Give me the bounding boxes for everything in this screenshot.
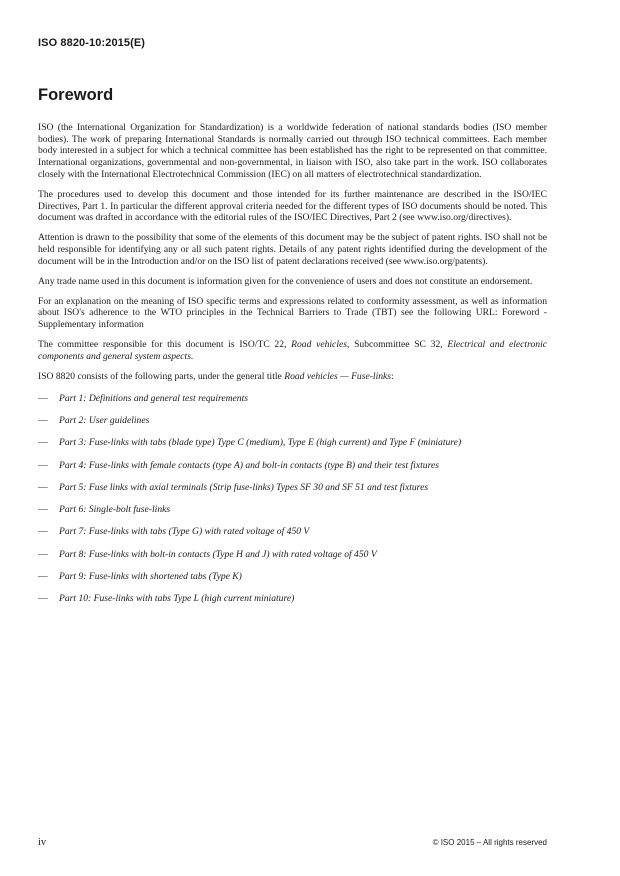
list-dash: — — [38, 415, 48, 427]
page-number: iv — [38, 837, 47, 848]
part-title: Part 5: Fuse links with axial terminals (Strip fuse-links) Types SF 30 and SF 51 and test fixtures — [59, 481, 429, 493]
committee-text-c: , Subcommittee SC 32, — [346, 339, 448, 351]
part-title: Part 10: Fuse-links with tabs Type L (high current miniature) — [59, 593, 295, 605]
paragraph-conformity: For an explanation on the meaning of ISO specific terms and expressions related to conformity assessment, as well as information about ISO's adherence to the WTO principles in the Technical Barriers to Trade (TBT) see the following URL: Foreword - Supplementary information — [38, 295, 547, 331]
parts-intro-colon: : — [391, 370, 394, 382]
list-dash: — — [38, 593, 48, 605]
part-title: Part 8: Fuse-links with bolt-in contacts (Type H and J) with rated voltage of 450 V — [59, 548, 377, 560]
subcommittee-title-italic: Electrical and electronic components and general system aspects. — [38, 339, 547, 362]
list-dash: — — [38, 459, 48, 471]
paragraph-parts-intro — [38, 371, 547, 383]
committee-title-italic: Road vehicles — [291, 339, 347, 351]
list-item — [38, 593, 547, 605]
parts-intro-text: ISO 8820 consists of the following parts, under the general title — [38, 370, 285, 382]
list-item — [38, 437, 547, 449]
paragraph-committee — [38, 339, 547, 362]
list-item — [38, 549, 547, 561]
list-item — [38, 393, 547, 405]
list-item — [38, 571, 547, 583]
general-title-italic: Road vehicles — Fuse-links — [284, 370, 392, 382]
list-dash: — — [38, 437, 48, 449]
page-title: Foreword — [38, 86, 114, 104]
paragraph-procedures: The procedures used to develop this document and those intended for its further maintenance are described in the ISO/IEC Directives, Part 1. In particular the different approval criteria needed for the different types of ISO documents should be noted. This document was drafted in accordance with the editorial rules of the ISO/IEC Directives, Part 2 (see www.iso.org/directives). — [38, 188, 547, 224]
list-dash: — — [38, 570, 48, 582]
part-title: Part 4: Fuse-links with female contacts (type A) and bolt-in contacts (type B) and their test fixtures — [59, 459, 439, 471]
list-dash: — — [38, 504, 48, 516]
copyright-notice: © ISO 2015 – All rights reserved — [432, 838, 547, 847]
list-item — [38, 526, 547, 538]
document-id-header: ISO 8820-10:2015(E) — [38, 37, 146, 49]
parts-list — [38, 393, 547, 605]
committee-text-a: The committee responsible for this document is ISO/TC 22, — [38, 339, 292, 351]
paragraph-iso-overview: ISO (the International Organization for Standardization) is a worldwide federation of national standards bodies (ISO member bodies). The work of preparing International Standards is normally carried out through ISO technical committees. Each member body interested in a subject for which a technical committee has been established has the right to be represented on that committee. International organizations, governmental and non-governmental, in liaison with ISO, also take part in the work. ISO collaborates closely with the International Electrotechnical Commission (IEC) on all matters of electrotechnical standardization. — [38, 122, 547, 180]
list-item — [38, 415, 547, 427]
list-dash: — — [38, 548, 48, 560]
list-dash: — — [38, 526, 48, 538]
part-title: Part 7: Fuse-links with tabs (Type G) with rated voltage of 450 V — [59, 526, 310, 538]
list-dash: — — [38, 481, 48, 493]
list-dash: — — [38, 392, 48, 404]
part-title: Part 1: Definitions and general test requirements — [59, 392, 249, 404]
part-title: Part 6: Single-bolt fuse-links — [59, 504, 171, 516]
list-item — [38, 504, 547, 516]
foreword-body — [38, 122, 547, 615]
part-title: Part 3: Fuse-links with tabs (blade type) Type C (medium), Type E (high current) and Type F (miniature) — [59, 437, 462, 449]
part-title: Part 2: User guidelines — [59, 415, 150, 427]
list-item — [38, 460, 547, 472]
part-title: Part 9: Fuse-links with shortened tabs (Type K) — [59, 570, 242, 582]
list-item — [38, 482, 547, 494]
paragraph-trade-names: Any trade name used in this document is information given for the convenience of users and does not constitute an endorsement. — [38, 275, 533, 287]
paragraph-patent-rights: Attention is drawn to the possibility that some of the elements of this document may be the subject of patent rights. ISO shall not be held responsible for identifying any or all such patent rights. Details of any patent rights identified during the development of the document will be in the Introduction and/or on the ISO list of patent declarations received (see www.iso.org/patents). — [38, 232, 547, 267]
